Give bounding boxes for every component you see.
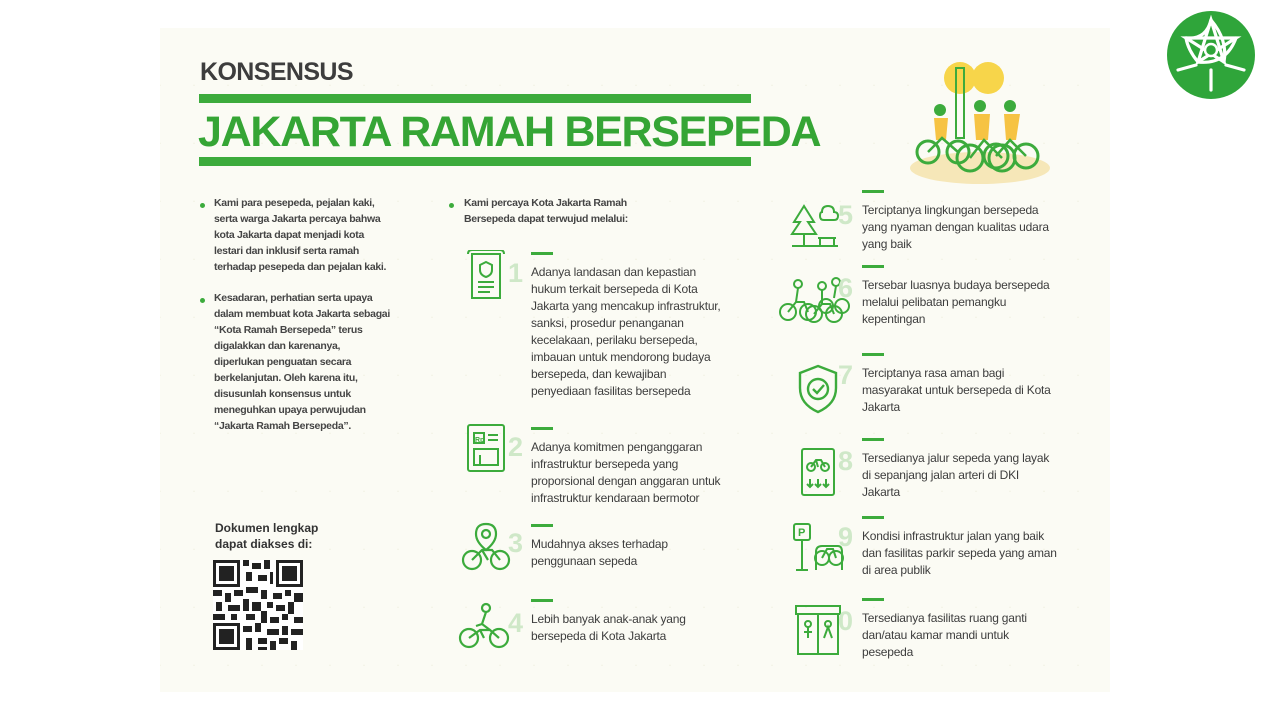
point-line: Kondisi infrastruktur jalan yang baik [862, 529, 1045, 543]
point-line: Jakarta [862, 485, 900, 499]
point-text [862, 610, 1027, 661]
svg-text:Rp: Rp [475, 437, 485, 444]
point-line: kecelakaan, perilaku bersepeda, [531, 333, 698, 347]
point-line: melalui pelibatan pemangku [862, 295, 1007, 309]
point-number: 6 [838, 273, 854, 303]
point-line: dan/atau kamar mandi untuk [862, 628, 1009, 642]
point-number: 8 [838, 446, 854, 476]
point-dash [862, 353, 884, 356]
intro-line: berkelanjutan. Oleh karena itu, [214, 372, 358, 384]
intro-line: terhadap pesepeda dan pejalan kaki. [214, 261, 387, 273]
point-dash [862, 265, 884, 268]
point-dash [531, 599, 553, 602]
intro-line: disusunlah konsensus untuk [214, 388, 351, 400]
intro-line: Kesadaran, perhatian serta upaya [214, 292, 373, 304]
intro-line: “Kota Ramah Bersepeda” terus [214, 324, 363, 336]
point-dash [862, 516, 884, 519]
point-line: bersepeda di Kota Jakarta [531, 629, 667, 643]
point-line: infrastruktur kendaraan bermotor [531, 491, 700, 505]
point-line: di area publik [862, 563, 931, 577]
point-line: Tersedianya fasilitas ruang ganti [862, 611, 1027, 625]
point-text [531, 611, 686, 645]
intro-line: Bersepeda dapat terwujud melalui: [464, 213, 628, 225]
point-line: Tersebar luasnya budaya bersepeda [862, 278, 1050, 292]
changing-room-icon [794, 604, 842, 656]
point-dash [862, 598, 884, 601]
point-text [862, 202, 1049, 253]
bike-lane-sign-icon [800, 447, 836, 497]
point-dash [862, 438, 884, 441]
bike-location-icon [460, 520, 512, 572]
shield-check-icon [797, 364, 839, 414]
point-text [862, 528, 1057, 579]
point-dash [862, 190, 884, 193]
point-dash [531, 524, 553, 527]
document-link-line: dapat diakses di: [215, 537, 313, 551]
park-tree-icon [790, 200, 840, 250]
intro-line: “Jakarta Ramah Bersepeda”. [214, 420, 351, 432]
point-line: pesepeda [862, 645, 914, 659]
point-line: masyarakat untuk bersepeda di Kota [862, 383, 1051, 397]
point-number: 4 [508, 608, 524, 638]
point-line: penyediaan fasilitas bersepeda [531, 384, 691, 398]
budget-document-icon [466, 423, 508, 473]
point-line: Jakarta yang mencakup infrastruktur, [531, 299, 721, 313]
point-line: Mudahnya akses terhadap [531, 537, 668, 551]
intro-line: serta warga Jakarta percaya bahwa [214, 213, 381, 225]
document-link-line: Dokumen lengkap [215, 521, 319, 535]
title-divider-top [199, 94, 751, 103]
intro-paragraph-3 [464, 195, 664, 227]
point-line: yang baik [862, 237, 912, 251]
point-dash [531, 427, 553, 430]
point-line: Adanya komitmen penganggaran [531, 440, 703, 454]
point-line: Adanya landasan dan kepastian [531, 265, 697, 279]
point-line: di sepanjang jalan arteri di DKI [862, 468, 1020, 482]
intro-line: Kami percaya Kota Jakarta Ramah [464, 197, 627, 209]
point-text [862, 450, 1049, 501]
point-text [531, 536, 668, 570]
point-line: Tersedianya jalur sepeda yang layak [862, 451, 1050, 465]
point-line: Terciptanya rasa aman bagi [862, 366, 1005, 380]
intro-paragraph-1 [214, 195, 414, 275]
point-number: 9 [838, 522, 854, 552]
intro-line: kota Jakarta dapat menjadi kota [214, 229, 365, 241]
point-text [862, 277, 1050, 328]
point-line: proporsional dengan anggaran untuk [531, 474, 721, 488]
point-line: dan fasilitas parkir sepeda yang aman [862, 546, 1057, 560]
bullet-dot [449, 203, 454, 208]
point-line: sanksi, prosedur penanganan [531, 316, 684, 330]
poster-kicker: KONSENSUS [200, 58, 353, 86]
intro-line: meneguhkan upaya perwujudan [214, 404, 366, 416]
bullet-dot [200, 298, 205, 303]
point-line: bersepeda, dan kewajiban [531, 367, 667, 381]
point-line: hukum terkait bersepeda di Kota [531, 282, 698, 296]
intro-paragraph-2 [214, 290, 414, 434]
point-text [531, 439, 720, 507]
point-number: 5 [838, 200, 854, 230]
point-line: infrastruktur bersepeda yang [531, 457, 679, 471]
poster-title: JAKARTA RAMAH BERSEPEDA [198, 108, 821, 156]
bullet-dot [200, 203, 205, 208]
cyclists-illustration [900, 60, 1060, 190]
point-line: kepentingan [862, 312, 926, 326]
document-link-label [215, 520, 345, 552]
child-cyclist-icon [458, 600, 510, 652]
qr-code-icon[interactable] [213, 560, 303, 650]
point-line: Jakarta [862, 400, 900, 414]
legal-document-icon [464, 250, 512, 302]
point-line: Lebih banyak anak-anak yang [531, 612, 686, 626]
point-line: yang nyaman dengan kualitas udara [862, 220, 1049, 234]
point-number: 3 [508, 528, 524, 558]
point-dash [531, 252, 553, 255]
svg-text:P: P [798, 527, 806, 539]
intro-line: diperlukan penguatan secara [214, 356, 352, 368]
intro-line: lestari dan inklusif serta ramah [214, 245, 360, 257]
point-number: 2 [508, 432, 524, 462]
point-number: 0 [838, 606, 854, 636]
point-text [531, 264, 721, 400]
intro-line: Kami para pesepeda, pejalan kaki, [214, 197, 375, 209]
title-divider-bottom [199, 157, 751, 166]
point-line: imbauan untuk mendorong budaya [531, 350, 711, 364]
point-line: penggunaan sepeda [531, 554, 638, 568]
brand-logo-icon [1166, 10, 1256, 100]
intro-line: digalakkan dan karenanya, [214, 340, 341, 352]
bike-parking-icon [792, 522, 844, 574]
intro-line: dalam membuat kota Jakarta sebagai [214, 308, 390, 320]
point-number: 7 [838, 360, 854, 390]
point-text [862, 365, 1051, 416]
point-number: 1 [508, 258, 524, 288]
point-line: Terciptanya lingkungan bersepeda [862, 203, 1039, 217]
